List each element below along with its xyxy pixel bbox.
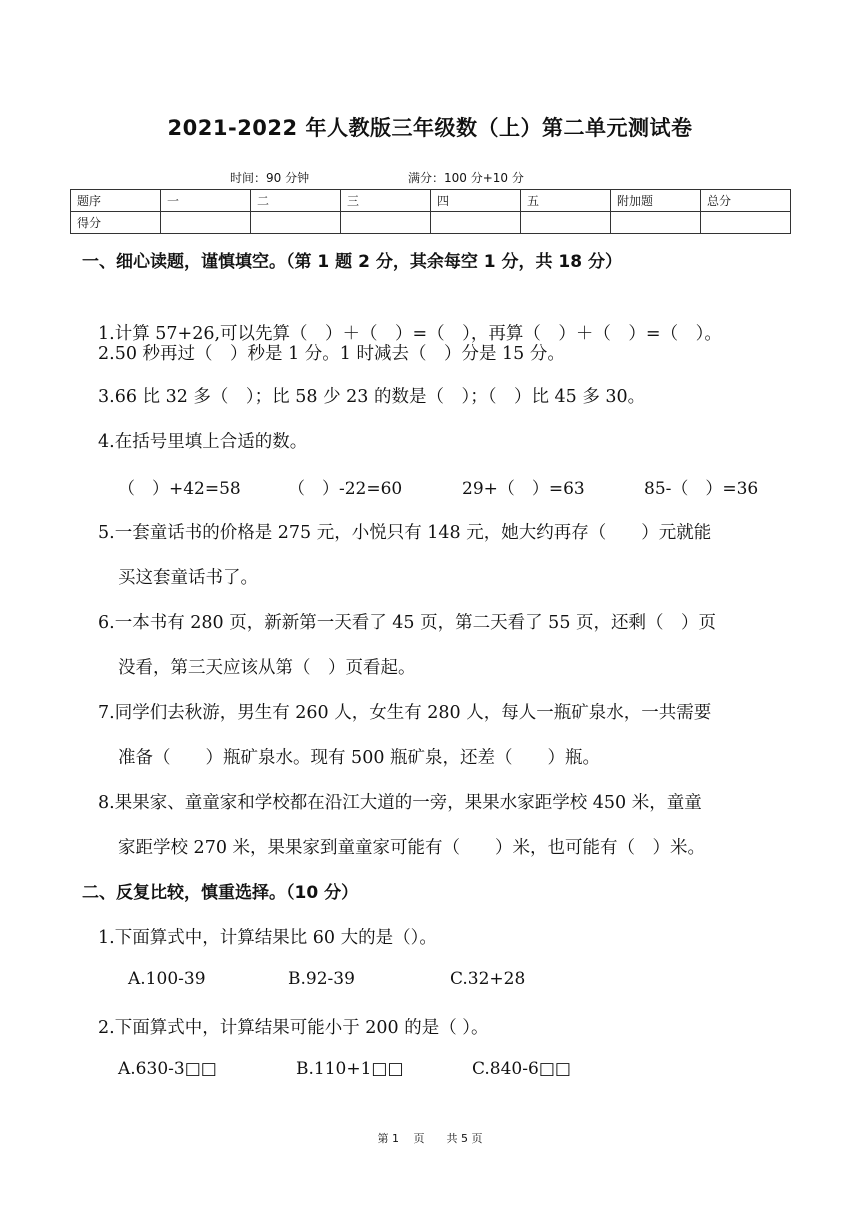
question-1-7-line-1: 7.同学们去秋游，男生有 260 人，女生有 280 人，每人一瓶矿泉水，一共需要 (98, 703, 712, 723)
time-limit: 时间：90 分钟 (230, 171, 310, 185)
question-2-1: 1.下面算式中，计算结果比 60 大的是（）。 (98, 928, 437, 948)
option-b: B.110+1□□ (296, 1059, 404, 1079)
table-cell: 总分 (701, 190, 791, 212)
question-1-5-line-1: 5.一套童话书的价格是 275 元，小悦只有 148 元，她大约再存（ ）元就能 (98, 523, 712, 543)
fill-item-1: （ ）+42=58 (118, 479, 241, 499)
question-1-5-line-2: 买这套童话书了。 (118, 568, 258, 588)
table-cell[interactable] (611, 212, 701, 234)
question-2-2: 2.下面算式中，计算结果可能小于 200 的是（ ）。 (98, 1018, 489, 1038)
table-cell[interactable] (521, 212, 611, 234)
section-2-heading: 二、反复比较，慎重选择。（10 分） (82, 883, 359, 903)
table-cell: 一 (161, 190, 251, 212)
fill-item-2: （ ）-22=60 (288, 479, 403, 499)
table-cell[interactable] (161, 212, 251, 234)
table-cell: 得分 (71, 212, 161, 234)
table-cell: 题序 (71, 190, 161, 212)
question-1-1: 1.计算 57+26,可以先算（ ）＋（ ）=（ ），再算（ ）＋（ ）=（ ）。 (98, 324, 722, 344)
question-1-3: 3.66 比 32 多（ ）；比 58 少 23 的数是（ ）；（ ）比 45 多 30。 (98, 387, 646, 407)
question-1-4: 4.在括号里填上合适的数。 (98, 432, 308, 452)
table-cell[interactable] (701, 212, 791, 234)
score-table-score-row (71, 212, 791, 234)
option-c: C.32+28 (450, 969, 526, 989)
question-1-8-line-1: 8.果果家、童童家和学校都在沿江大道的一旁，果果水家距学校 450 米，童童 (98, 793, 702, 813)
fill-item-3: 29+（ ）=63 (462, 479, 585, 499)
table-cell: 附加题 (611, 190, 701, 212)
table-cell[interactable] (341, 212, 431, 234)
score-table-header-row (71, 190, 791, 212)
question-1-2: 2.50 秒再过（ ）秒是 1 分。1 时减去（ ）分是 15 分。 (98, 344, 565, 364)
option-a: A.630-3□□ (118, 1059, 217, 1079)
table-cell: 三 (341, 190, 431, 212)
table-cell: 二 (251, 190, 341, 212)
table-cell[interactable] (431, 212, 521, 234)
question-1-7-line-2: 准备（ ）瓶矿泉水。现有 500 瓶矿泉，还差（ ）瓶。 (118, 748, 601, 768)
question-1-6-line-2: 没看，第三天应该从第（ ）页看起。 (118, 658, 416, 678)
table-cell: 四 (431, 190, 521, 212)
page-footer: 第 1 页 共 5 页 (377, 1132, 483, 1145)
score-table (70, 189, 791, 234)
option-b: B.92-39 (288, 969, 355, 989)
full-score: 满分：100 分+10 分 (408, 171, 524, 185)
question-1-6-line-1: 6.一本书有 280 页，新新第一天看了 45 页，第二天看了 55 页，还剩（ ）页 (98, 613, 717, 633)
page-title: 2021-2022 年人教版三年级数（上）第二单元测试卷 (167, 116, 693, 140)
table-cell: 五 (521, 190, 611, 212)
question-1-8-line-2: 家距学校 270 米，果果家到童童家可能有（ ）米，也可能有（ ）米。 (118, 838, 706, 858)
section-1-heading: 一、细心读题，谨慎填空。（第 1 题 2 分，其余每空 1 分，共 18 分） (82, 252, 622, 272)
option-c: C.840-6□□ (472, 1059, 571, 1079)
fill-item-4: 85-（ ）=36 (644, 479, 759, 499)
option-a: A.100-39 (128, 969, 206, 989)
table-cell[interactable] (251, 212, 341, 234)
